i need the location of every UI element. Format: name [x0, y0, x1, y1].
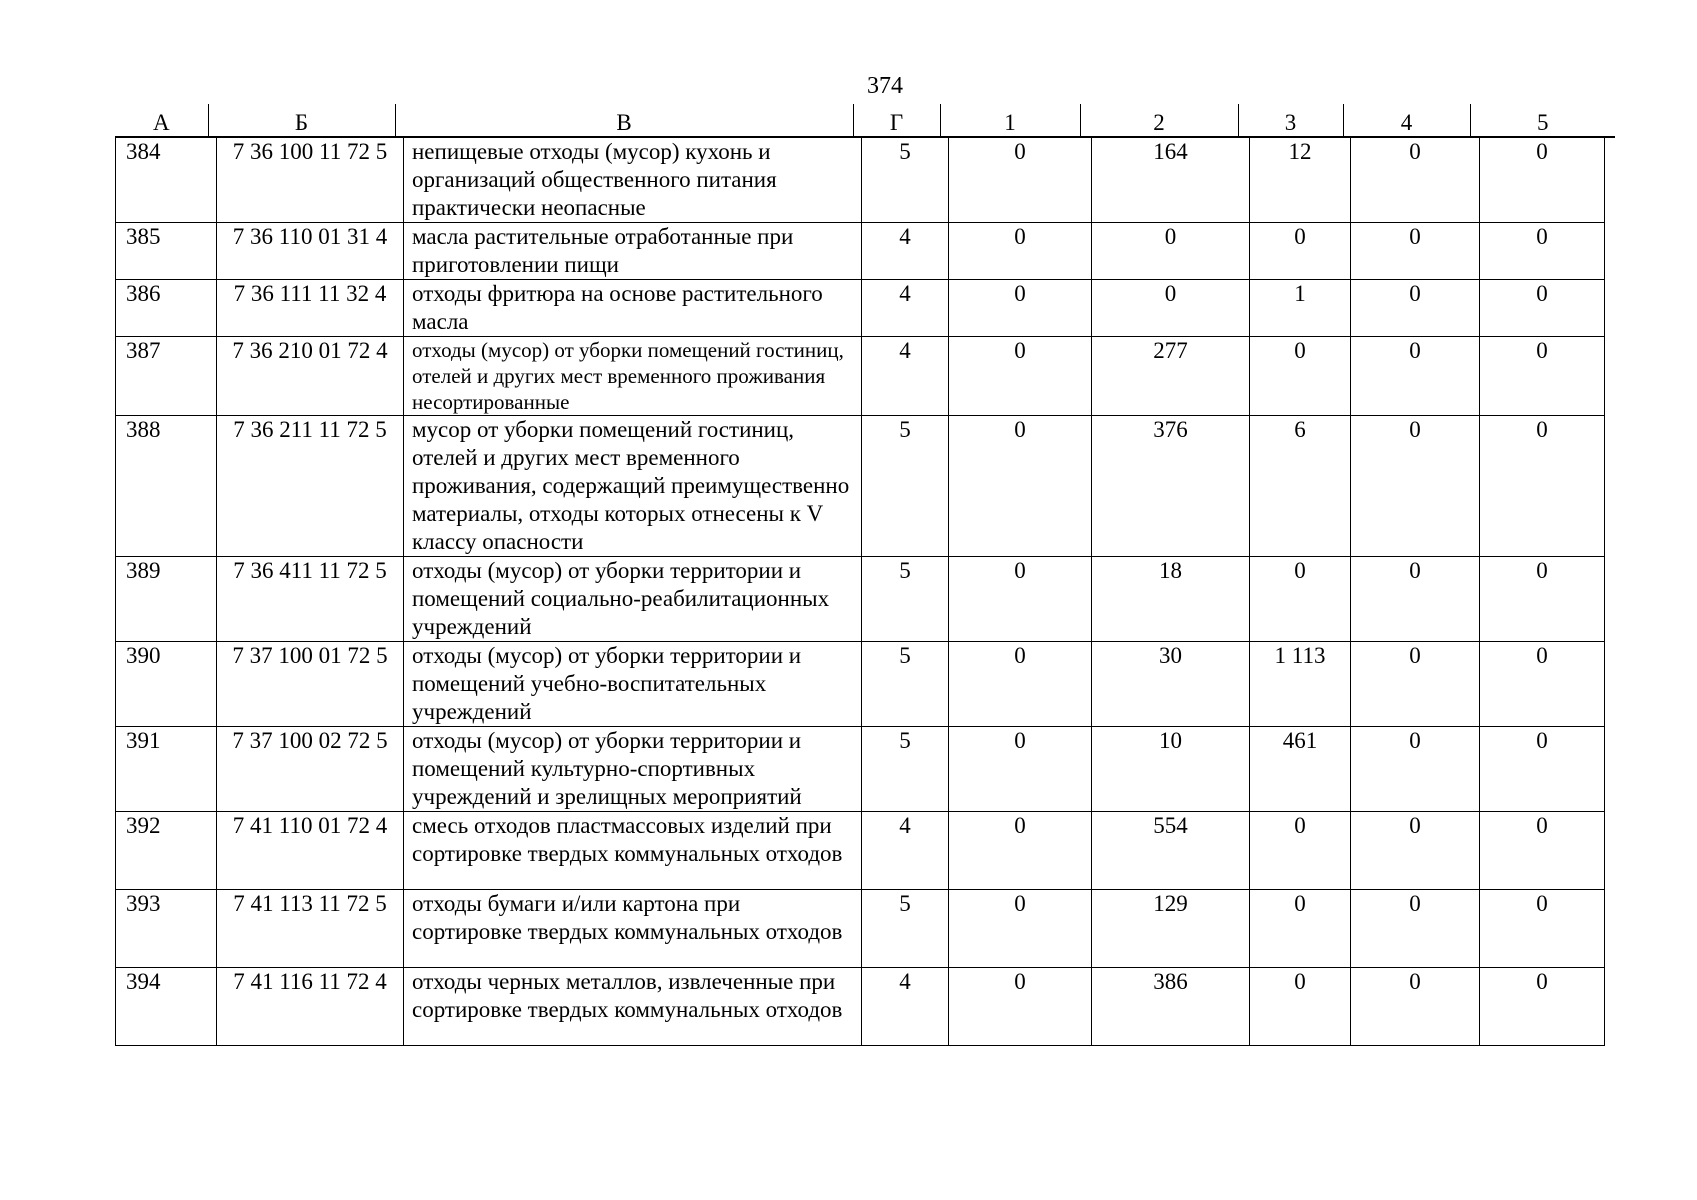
- value-col-2: 18: [1092, 557, 1250, 642]
- value-col-4: 0: [1351, 280, 1480, 337]
- row-number: 393: [116, 890, 217, 968]
- value-col-5: 0: [1480, 642, 1605, 727]
- column-header-b: Б: [208, 104, 395, 137]
- value-col-3: 0: [1250, 968, 1351, 1046]
- value-col-4: 0: [1351, 968, 1480, 1046]
- value-col-3: 0: [1250, 890, 1351, 968]
- row-number: 389: [116, 557, 217, 642]
- waste-description: смесь отходов пластмассовых изделий при сортировке твердых коммунальных отходов: [404, 812, 862, 890]
- waste-code: 7 36 211 11 72 5: [217, 416, 404, 557]
- value-col-1: 0: [949, 890, 1092, 968]
- value-col-2: 0: [1092, 223, 1250, 280]
- waste-description: отходы черных металлов, извлеченные при сортировке твердых коммунальных отходов: [404, 968, 862, 1046]
- row-number: 390: [116, 642, 217, 727]
- waste-description: непищевые отходы (мусор) кухонь и организаций общественного питания практически неопасные: [404, 138, 862, 223]
- table-row: [116, 337, 1605, 416]
- value-col-4: 0: [1351, 557, 1480, 642]
- waste-description: отходы бумаги и/или картона при сортировке твердых коммунальных отходов: [404, 890, 862, 968]
- page-number: 374: [867, 73, 903, 99]
- waste-code: 7 37 100 01 72 5: [217, 642, 404, 727]
- value-col-5: 0: [1480, 223, 1605, 280]
- value-col-1: 0: [949, 416, 1092, 557]
- waste-code: 7 36 100 11 72 5: [217, 138, 404, 223]
- hazard-class: 5: [862, 416, 949, 557]
- table-row: [116, 812, 1605, 890]
- column-header-4: 4: [1343, 104, 1470, 137]
- value-col-3: 0: [1250, 223, 1351, 280]
- row-number: 385: [116, 223, 217, 280]
- value-col-2: 376: [1092, 416, 1250, 557]
- hazard-class: 4: [862, 337, 949, 416]
- waste-code: 7 36 110 01 31 4: [217, 223, 404, 280]
- value-col-2: 386: [1092, 968, 1250, 1046]
- waste-description: отходы (мусор) от уборки территории и помещений учебно-воспитательных учреждений: [404, 642, 862, 727]
- hazard-class: 5: [862, 890, 949, 968]
- column-header-g: Г: [853, 104, 940, 137]
- column-header-2: 2: [1080, 104, 1238, 137]
- table-row: [116, 223, 1605, 280]
- hazard-class: 4: [862, 812, 949, 890]
- value-col-4: 0: [1351, 337, 1480, 416]
- waste-description: отходы (мусор) от уборки территории и помещений социально-реабилитационных учреждений: [404, 557, 862, 642]
- waste-description: отходы (мусор) от уборки территории и помещений культурно-спортивных учреждений и зрелищных мероприятий: [404, 727, 862, 812]
- waste-description: отходы фритюра на основе растительного масла: [404, 280, 862, 337]
- table-row: [116, 138, 1605, 223]
- column-header-row: [115, 104, 1615, 138]
- value-col-4: 0: [1351, 223, 1480, 280]
- value-col-1: 0: [949, 138, 1092, 223]
- value-col-5: 0: [1480, 416, 1605, 557]
- row-number: 394: [116, 968, 217, 1046]
- column-header-a: А: [115, 104, 208, 137]
- value-col-1: 0: [949, 812, 1092, 890]
- value-col-1: 0: [949, 727, 1092, 812]
- waste-table: [115, 137, 1605, 1046]
- value-col-5: 0: [1480, 337, 1605, 416]
- row-number: 386: [116, 280, 217, 337]
- hazard-class: 5: [862, 138, 949, 223]
- waste-code: 7 36 111 11 32 4: [217, 280, 404, 337]
- row-number: 387: [116, 337, 217, 416]
- value-col-2: 30: [1092, 642, 1250, 727]
- value-col-3: 0: [1250, 812, 1351, 890]
- waste-description: мусор от уборки помещений гостиниц, отелей и других мест временного проживания, содержащий преимущественно материалы, отходы которых отнесены к V классу опасности: [404, 416, 862, 557]
- value-col-3: 461: [1250, 727, 1351, 812]
- value-col-2: 277: [1092, 337, 1250, 416]
- value-col-4: 0: [1351, 812, 1480, 890]
- table-row: [116, 416, 1605, 557]
- value-col-1: 0: [949, 968, 1092, 1046]
- value-col-1: 0: [949, 557, 1092, 642]
- hazard-class: 5: [862, 642, 949, 727]
- value-col-4: 0: [1351, 416, 1480, 557]
- waste-code: 7 36 210 01 72 4: [217, 337, 404, 416]
- column-header-5: 5: [1470, 104, 1615, 137]
- value-col-3: 1 113: [1250, 642, 1351, 727]
- value-col-3: 0: [1250, 557, 1351, 642]
- value-col-1: 0: [949, 337, 1092, 416]
- value-col-1: 0: [949, 642, 1092, 727]
- value-col-1: 0: [949, 223, 1092, 280]
- value-col-4: 0: [1351, 138, 1480, 223]
- hazard-class: 4: [862, 223, 949, 280]
- value-col-2: 554: [1092, 812, 1250, 890]
- hazard-class: 5: [862, 557, 949, 642]
- value-col-4: 0: [1351, 727, 1480, 812]
- value-col-5: 0: [1480, 280, 1605, 337]
- waste-code: 7 41 116 11 72 4: [217, 968, 404, 1046]
- table-row: [116, 890, 1605, 968]
- row-number: 391: [116, 727, 217, 812]
- waste-code: 7 41 113 11 72 5: [217, 890, 404, 968]
- table-row: [116, 642, 1605, 727]
- value-col-5: 0: [1480, 812, 1605, 890]
- value-col-1: 0: [949, 280, 1092, 337]
- table-row: [116, 968, 1605, 1046]
- value-col-2: 129: [1092, 890, 1250, 968]
- value-col-5: 0: [1480, 138, 1605, 223]
- waste-code: 7 37 100 02 72 5: [217, 727, 404, 812]
- value-col-5: 0: [1480, 727, 1605, 812]
- value-col-2: 164: [1092, 138, 1250, 223]
- column-header-v: В: [395, 104, 853, 137]
- value-col-5: 0: [1480, 968, 1605, 1046]
- waste-code: 7 36 411 11 72 5: [217, 557, 404, 642]
- value-col-3: 6: [1250, 416, 1351, 557]
- value-col-4: 0: [1351, 642, 1480, 727]
- waste-code: 7 41 110 01 72 4: [217, 812, 404, 890]
- value-col-5: 0: [1480, 890, 1605, 968]
- row-number: 392: [116, 812, 217, 890]
- table-row: [116, 727, 1605, 812]
- value-col-4: 0: [1351, 890, 1480, 968]
- hazard-class: 5: [862, 727, 949, 812]
- hazard-class: 4: [862, 280, 949, 337]
- column-header-1: 1: [940, 104, 1080, 137]
- waste-description: отходы (мусор) от уборки помещений гостиниц, отелей и других мест временного проживания несортированные: [404, 337, 862, 416]
- value-col-3: 0: [1250, 337, 1351, 416]
- table-row: [116, 280, 1605, 337]
- value-col-2: 10: [1092, 727, 1250, 812]
- value-col-5: 0: [1480, 557, 1605, 642]
- row-number: 388: [116, 416, 217, 557]
- waste-description: масла растительные отработанные при приготовлении пищи: [404, 223, 862, 280]
- value-col-3: 1: [1250, 280, 1351, 337]
- hazard-class: 4: [862, 968, 949, 1046]
- column-header-3: 3: [1238, 104, 1343, 137]
- value-col-3: 12: [1250, 138, 1351, 223]
- row-number: 384: [116, 138, 217, 223]
- table-row: [116, 557, 1605, 642]
- value-col-2: 0: [1092, 280, 1250, 337]
